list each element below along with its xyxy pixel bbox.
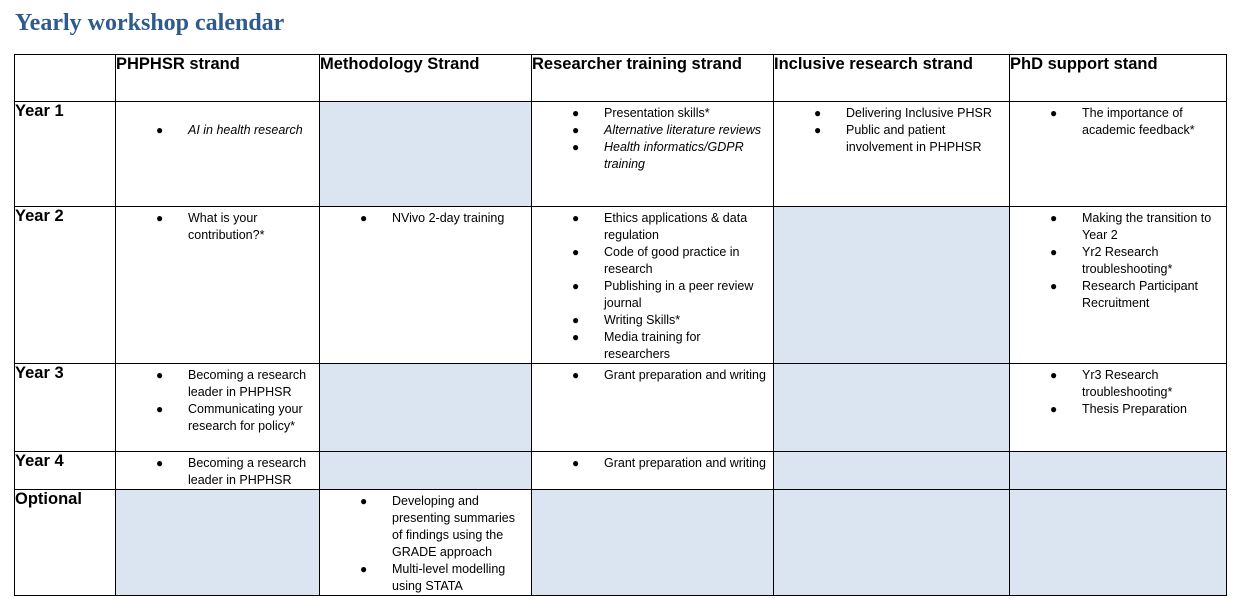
row-label: Optional	[15, 490, 116, 596]
list-item-text: What is your contribution?*	[188, 211, 265, 242]
list-item-text: Multi-level modelling using STATA	[392, 562, 506, 593]
header-row	[15, 55, 1227, 102]
table-cell	[532, 207, 774, 364]
list-item	[532, 210, 769, 244]
table-cell	[1010, 102, 1227, 207]
list-item	[116, 401, 315, 435]
table-cell	[116, 102, 320, 207]
bullet-icon: ●	[572, 123, 580, 137]
bullet-list	[116, 452, 319, 489]
bullet-list	[1010, 364, 1226, 418]
list-item	[1010, 210, 1222, 244]
table-cell	[774, 364, 1010, 452]
table-row	[15, 490, 1227, 596]
list-item-text: AI in health research	[188, 123, 303, 137]
list-item	[320, 493, 527, 561]
list-item	[1010, 278, 1222, 312]
bullet-icon: ●	[1050, 279, 1058, 293]
list-item	[532, 455, 769, 472]
table-cell	[320, 207, 532, 364]
bullet-icon: ●	[1050, 106, 1058, 120]
row-label: Year 3	[15, 364, 116, 452]
list-item-text: Health informatics/GDPR training	[604, 140, 744, 171]
list-item-text: The importance of academic feedback*	[1082, 106, 1195, 137]
bullet-icon: ●	[360, 211, 368, 225]
bullet-list	[320, 207, 531, 227]
bullet-icon: ●	[156, 211, 164, 225]
list-item	[532, 278, 769, 312]
list-item	[1010, 244, 1222, 278]
bullet-list	[532, 452, 773, 472]
bullet-icon: ●	[360, 562, 368, 576]
list-item	[774, 105, 1005, 122]
bullet-icon: ●	[572, 211, 580, 225]
list-item	[532, 367, 769, 384]
table-cell	[1010, 452, 1227, 490]
bullet-icon: ●	[1050, 402, 1058, 416]
list-item	[320, 561, 527, 595]
list-item-text: Presentation skills*	[604, 106, 710, 120]
table-cell	[774, 102, 1010, 207]
table-cell	[774, 452, 1010, 490]
table-cell	[320, 364, 532, 452]
bullet-list	[116, 364, 319, 435]
bullet-icon: ●	[572, 140, 580, 154]
table-cell	[532, 490, 774, 596]
table-cell	[1010, 490, 1227, 596]
list-item	[532, 122, 769, 139]
table-cell	[1010, 207, 1227, 364]
table-cell	[320, 490, 532, 596]
bullet-icon: ●	[572, 330, 580, 344]
header-cell-researcher-training-strand: Researcher training strand	[532, 55, 774, 102]
bullet-icon: ●	[156, 123, 164, 137]
list-item-text: Yr3 Research troubleshooting*	[1082, 368, 1173, 399]
table-cell	[774, 490, 1010, 596]
list-item-text: Making the transition to Year 2	[1082, 211, 1212, 242]
list-item-text: Grant preparation and writing	[604, 368, 766, 382]
bullet-icon: ●	[360, 494, 368, 508]
table-cell	[1010, 364, 1227, 452]
list-item-text: Communicating your research for policy*	[188, 402, 303, 433]
table-cell	[320, 452, 532, 490]
list-item	[1010, 367, 1222, 401]
list-item-text: Yr2 Research troubleshooting*	[1082, 245, 1173, 276]
list-item	[532, 312, 769, 329]
bullet-list	[774, 102, 1009, 156]
bullet-list	[116, 207, 319, 244]
list-item-text: Public and patient involvement in PHPHSR	[846, 123, 982, 154]
table-cell	[116, 207, 320, 364]
list-item-text: NVivo 2-day training	[392, 211, 505, 225]
list-item-text: Delivering Inclusive PHSR	[846, 106, 992, 120]
table-cell	[774, 207, 1010, 364]
bullet-icon: ●	[156, 368, 164, 382]
bullet-icon: ●	[1050, 211, 1058, 225]
header-cell-corner	[15, 55, 116, 102]
list-item	[774, 122, 1005, 156]
workshop-calendar-table	[14, 54, 1227, 596]
bullet-list	[320, 490, 531, 595]
list-item	[532, 329, 769, 363]
row-label: Year 1	[15, 102, 116, 207]
list-item	[1010, 105, 1222, 139]
bullet-icon: ●	[572, 313, 580, 327]
list-item	[116, 122, 315, 139]
list-item	[532, 105, 769, 122]
header-cell-methodology-strand: Methodology Strand	[320, 55, 532, 102]
bullet-icon: ●	[1050, 368, 1058, 382]
table-cell	[532, 102, 774, 207]
header-cell-phphsr-strand: PHPHSR strand	[116, 55, 320, 102]
list-item	[116, 455, 315, 489]
list-item-text: Media training for researchers	[604, 330, 701, 361]
table-row	[15, 452, 1227, 490]
list-item-text: Ethics applications & data regulation	[604, 211, 748, 242]
list-item-text: Developing and presenting summaries of findings using the GRADE approach	[392, 494, 515, 559]
list-item-text: Writing Skills*	[604, 313, 681, 327]
list-item-text: Becoming a research leader in PHPHSR	[188, 368, 307, 399]
bullet-list	[1010, 207, 1226, 312]
list-item-text: Becoming a research leader in PHPHSR	[188, 456, 307, 487]
bullet-icon: ●	[156, 402, 164, 416]
table-row	[15, 207, 1227, 364]
bullet-list	[532, 102, 773, 173]
list-item-text: Publishing in a peer review journal	[604, 279, 754, 310]
bullet-icon: ●	[572, 279, 580, 293]
bullet-icon: ●	[572, 456, 580, 470]
list-item	[116, 367, 315, 401]
bullet-list	[1010, 102, 1226, 139]
list-item-text: Alternative literature reviews	[604, 123, 762, 137]
list-item	[320, 210, 527, 227]
list-item	[532, 139, 769, 173]
bullet-icon: ●	[572, 106, 580, 120]
bullet-icon: ●	[156, 456, 164, 470]
table-row	[15, 364, 1227, 452]
header-cell-inclusive-research-strand: Inclusive research strand	[774, 55, 1010, 102]
row-label: Year 2	[15, 207, 116, 364]
list-item-text: Grant preparation and writing	[604, 456, 766, 470]
bullet-icon: ●	[572, 368, 580, 382]
bullet-icon: ●	[572, 245, 580, 259]
row-label: Year 4	[15, 452, 116, 490]
list-item	[1010, 401, 1222, 418]
page-title: Yearly workshop calendar	[15, 10, 285, 36]
bullet-list	[532, 207, 773, 363]
list-item-text: Research Participant Recruitment	[1082, 279, 1199, 310]
table-cell	[532, 452, 774, 490]
list-item	[116, 210, 315, 244]
table-cell	[320, 102, 532, 207]
list-item-text: Code of good practice in research	[604, 245, 740, 276]
bullet-list	[116, 102, 319, 139]
table-cell	[116, 452, 320, 490]
list-item	[532, 244, 769, 278]
table-cell	[532, 364, 774, 452]
bullet-icon: ●	[814, 123, 822, 137]
table-cell	[116, 490, 320, 596]
bullet-list	[532, 364, 773, 384]
table-row	[15, 102, 1227, 207]
header-cell-phd-support-stand: PhD support stand	[1010, 55, 1227, 102]
table-cell	[116, 364, 320, 452]
list-item-text: Thesis Preparation	[1082, 402, 1187, 416]
bullet-icon: ●	[1050, 245, 1058, 259]
bullet-icon: ●	[814, 106, 822, 120]
